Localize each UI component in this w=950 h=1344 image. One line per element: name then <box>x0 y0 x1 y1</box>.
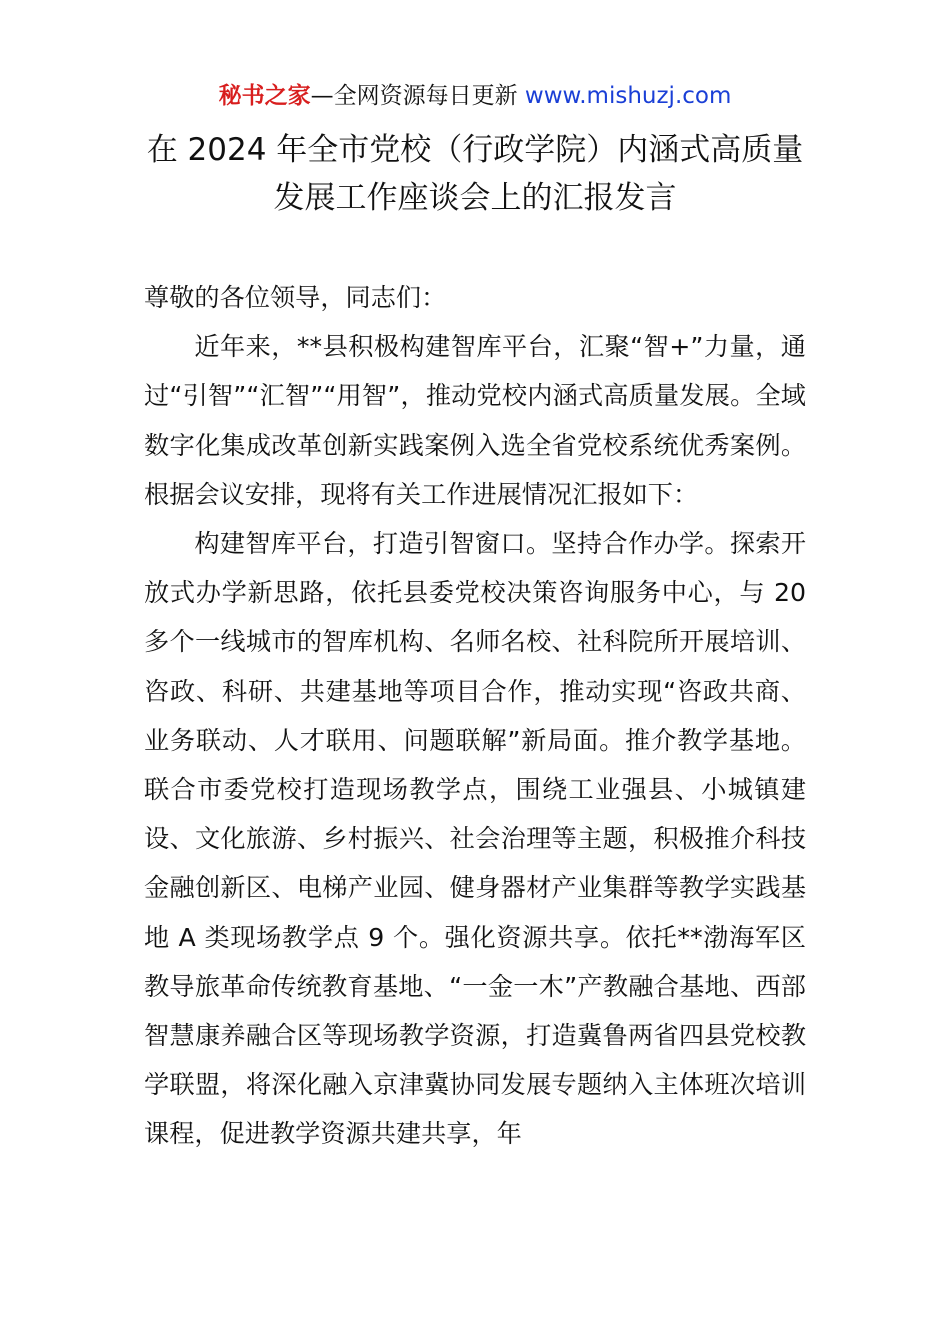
document-title <box>0 126 950 222</box>
paragraph-intro: 近年来，**县积极构建智库平台，汇聚“智+”力量，通过“引智”“汇智”“用智”，推动党校内涵式高质量发展。全域数字化集成改革创新实践案例入选全省党校系统优秀案例。根据会议安排，现将有关工作进展情况汇报如下： <box>144 332 806 509</box>
watermark-brand: 秘书之家 <box>218 83 311 109</box>
watermark-url: www.mishuzj.com <box>524 83 732 109</box>
watermark-tagline: —全网资源每日更新 <box>310 83 525 109</box>
title-line-1: 在 2024 年全市党校（行政学院）内涵式高质量 <box>146 132 804 168</box>
salutation: 尊敬的各位领导，同志们： <box>144 283 447 312</box>
watermark-header <box>0 80 950 112</box>
document-body <box>144 273 806 1159</box>
paragraph-think-tank: 构建智库平台，打造引智窗口。坚持合作办学。探索开放式办学新思路，依托县委党校决策咨询服务中心，与 20 多个一线城市的智库机构、名师名校、社科院所开展培训、咨政、科研、共建基地等项目合作，推动实现“咨政共商、业务联动、人才联用、问题联解”新局面。推介教学基地。联合市委党校打造现场教学点，围绕工业强县、小城镇建设、文化旅游、乡村振兴、社会治理等主题，积极推介科技金融创新区、电梯产业园、健身器材产业集群等教学实践基地 A 类现场教学点 9 个。强化资源共享。依托**渤海军区教导旅革命传统教育基地、“一金一木”产教融合基地、西部智慧康养融合区等现场教学资源，打造冀鲁两省四县党校教学联盟，将深化融入京津冀协同发展专题纳入主体班次培训课程，促进教学资源共建共享，年 <box>144 529 806 1149</box>
title-line-2: 发展工作座谈会上的汇报发言 <box>273 180 677 216</box>
